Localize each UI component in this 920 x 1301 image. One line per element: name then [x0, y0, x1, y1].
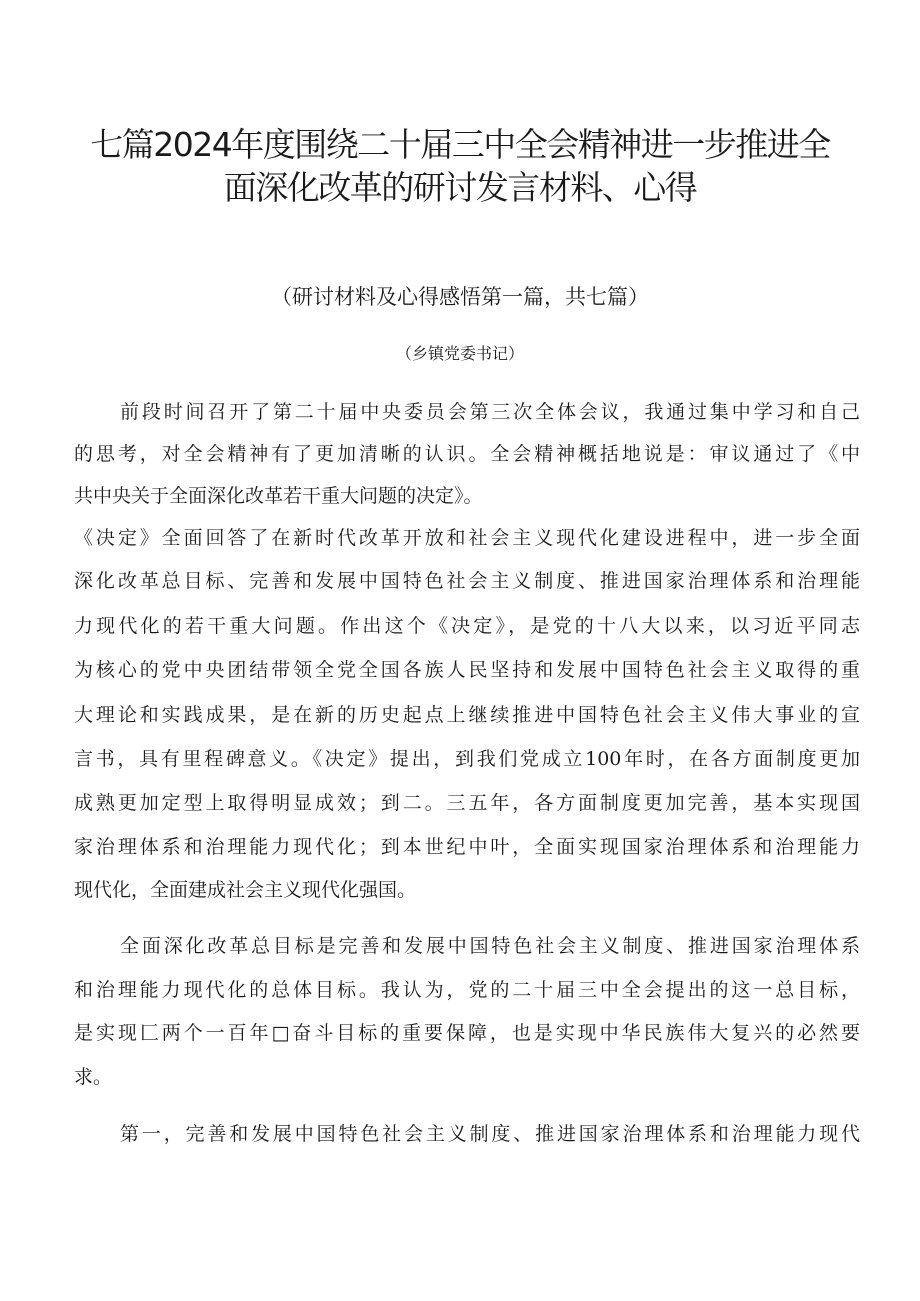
document-title-line-2: 面深化改革的研讨发言材料、心得 — [223, 168, 697, 207]
paragraph-line: 和治理能力现代化的总体目标。我认为，党的二十届三中全会提出的这一总目标， — [74, 979, 860, 1001]
paragraph-line: 成熟更加定型上取得明显成效；到二。三五年，各方面制度更加完善，基本实现国 — [74, 792, 860, 814]
paragraph-line: 是实现匚两个一百年□奋斗目标的重要保障，也是实现中华民族伟大复兴的必然要 — [74, 1022, 860, 1044]
paragraph-line: 的思考，对全会精神有了更加清晰的认识。全会精神概括地说是：审议通过了《中 — [74, 443, 860, 465]
paragraph-line: 共中央关于全面深化改革若干重大问题的决定》。 — [74, 485, 483, 507]
paragraph-line: 《决定》全面回答了在新时代改革开放和社会主义现代化建设进程中，进一步全面 — [74, 527, 860, 549]
paragraph-line: 深化改革总目标、完善和发展中国特色社会主义制度、推进国家治理体系和治理能 — [74, 570, 860, 592]
paragraph-line: 家治理体系和治理能力现代化；到本世纪中叶，全面实现国家治理体系和治理能力 — [74, 836, 860, 858]
paragraph-line: 力现代化的若干重大问题。作出这个《决定》，是党的十八大以来，以习近平同志 — [74, 615, 860, 637]
document-author: （乡镇党委书记） — [395, 344, 524, 363]
paragraph-line: 现代化，全面建成社会主义现代化强国。 — [74, 879, 417, 901]
paragraph-line: 全面深化改革总目标是完善和发展中国特色社会主义制度、推进国家治理体系 — [120, 935, 860, 957]
paragraph-line: 求。 — [74, 1066, 113, 1088]
document-title-line-1: 七篇2024年度围绕二十届三中全会精神进一步推进全 — [90, 125, 830, 164]
paragraph-line: 第一，完善和发展中国特色社会主义制度、推进国家治理体系和治理能力现代 — [120, 1123, 860, 1145]
document-subtitle: （研讨材料及心得感悟第一篇，共七篇） — [271, 285, 649, 309]
paragraph-line: 为核心的党中央团结带领全党全国各族人民坚持和发展中国特色社会主义取得的重 — [74, 659, 860, 681]
paragraph-line: 言书，具有里程碑意义。《决定》提出，到我们党成立100年时，在各方面制度更加 — [74, 748, 860, 770]
paragraph-line: 大理论和实践成果，是在新的历史起点上继续推进中国特色社会主义伟大事业的宣 — [74, 704, 860, 726]
paragraph-line: 前段时间召开了第二十届中央委员会第三次全体会议，我通过集中学习和自己 — [120, 401, 860, 423]
